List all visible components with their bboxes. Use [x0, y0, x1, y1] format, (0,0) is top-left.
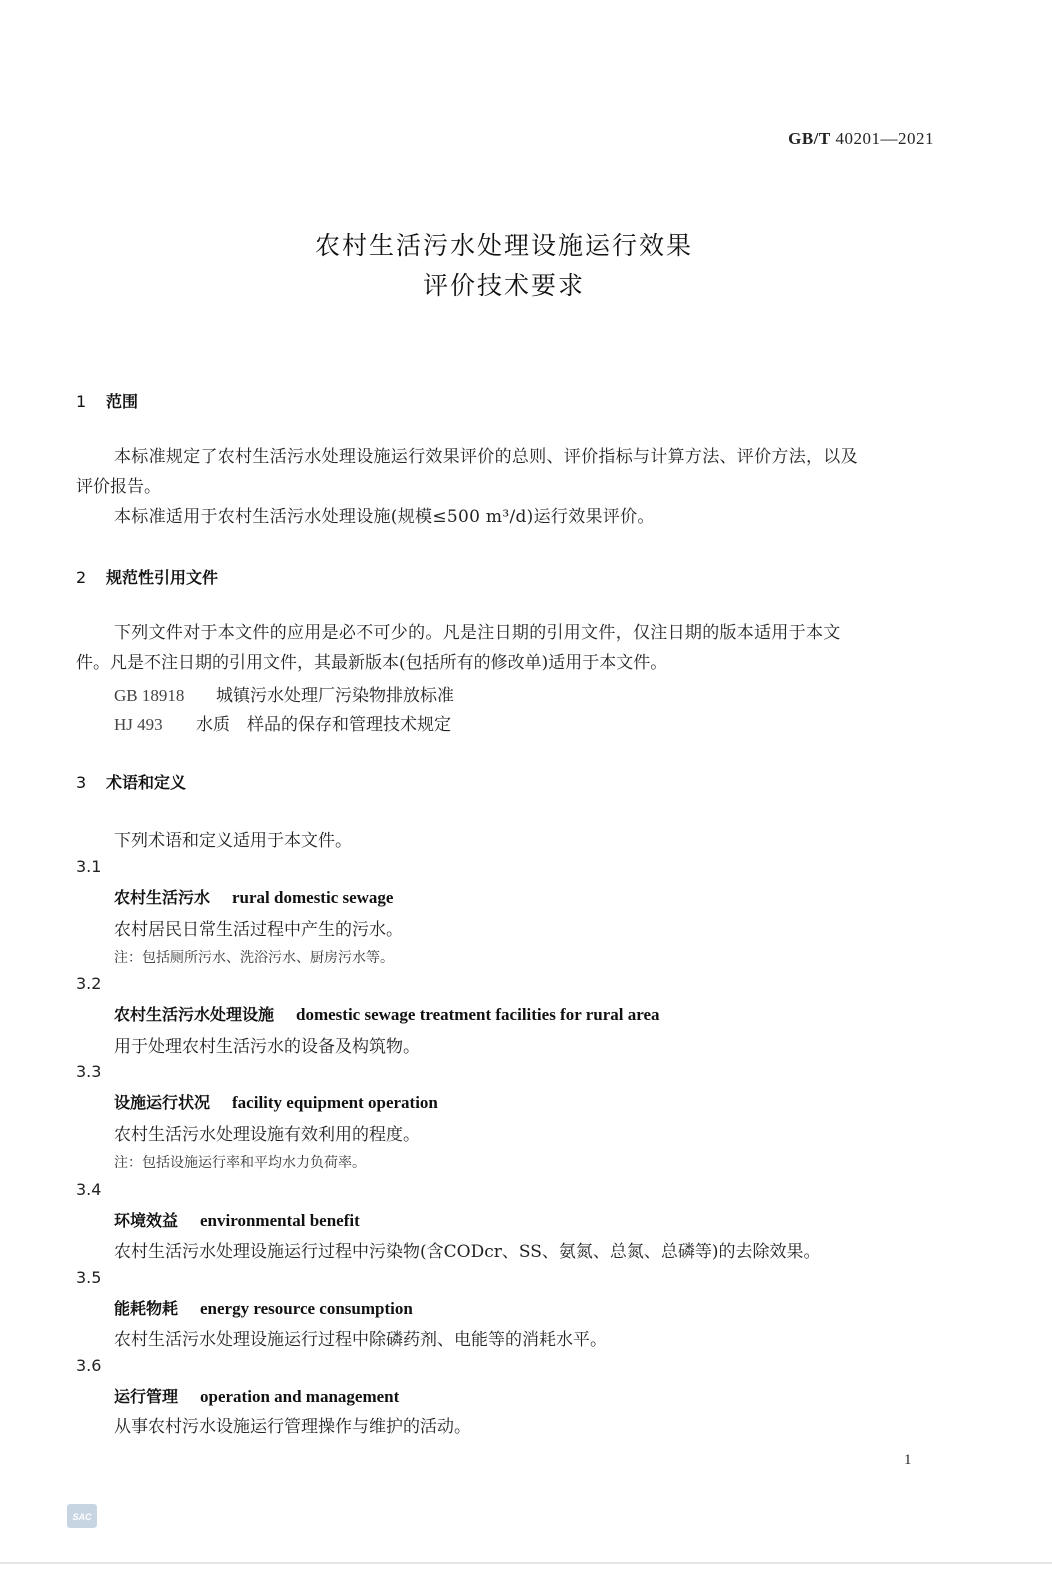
section-title: 术语和定义: [106, 773, 187, 792]
reference-item: [114, 681, 454, 706]
term-chinese: 农村生活污水处理设施: [114, 1005, 275, 1024]
term-english: environmental benefit: [200, 1211, 360, 1230]
reference-code: HJ 493: [114, 715, 163, 734]
term-heading: [114, 1296, 413, 1319]
section-2-heading: [76, 565, 218, 588]
section-title: 规范性引用文件: [106, 568, 219, 587]
term-heading: [114, 1002, 660, 1025]
references-paragraph-line1: 下列文件对于本文件的应用是必不可少的。凡是注日期的引用文件，仅注日期的版本适用于本文: [114, 623, 841, 643]
term-definition: 用于处理农村生活污水的设备及构筑物。: [114, 1037, 420, 1057]
section-title: 范围: [106, 392, 139, 411]
document-title-line2: 评价技术要求: [422, 271, 585, 300]
term-english: energy resource consumption: [200, 1299, 413, 1318]
term-number: 3.3: [76, 1062, 102, 1081]
svg-text:SAC: SAC: [72, 1512, 92, 1522]
term-heading: [114, 885, 393, 908]
term-english: domestic sewage treatment facilities for rural area: [296, 1005, 660, 1024]
standard-code: 40201—2021: [835, 129, 934, 148]
term-english: rural domestic sewage: [232, 888, 394, 907]
section-number: 1: [76, 392, 87, 411]
term-definition: 从事农村污水设施运行管理操作与维护的活动。: [114, 1417, 471, 1437]
scope-paragraph-1-line1: 本标准规定了农村生活污水处理设施运行效果评价的总则、评价指标与计算方法、评价方法，以及: [114, 447, 858, 467]
term-definition: 农村居民日常生活过程中产生的污水。: [114, 920, 403, 940]
term-heading: [114, 1384, 399, 1407]
term-chinese: 运行管理: [114, 1387, 179, 1406]
term-number: 3.1: [76, 857, 102, 876]
term-number: 3.4: [76, 1180, 102, 1199]
section-number: 2: [76, 568, 87, 587]
references-paragraph-line2: 件。凡是不注日期的引用文件，其最新版本(包括所有的修改单)适用于本文件。: [76, 653, 668, 673]
reference-code: GB 18918: [114, 686, 185, 705]
scope-paragraph-1-line2: 评价报告。: [76, 477, 161, 497]
term-chinese: 环境效益: [114, 1211, 179, 1230]
scope-paragraph-2: 本标准适用于农村生活污水处理设施(规模≤500 m³/d)运行效果评价。: [114, 507, 655, 527]
document-title-line1: 农村生活污水处理设施运行效果: [314, 231, 693, 260]
term-chinese: 农村生活污水: [114, 888, 211, 907]
term-english: operation and management: [200, 1387, 400, 1406]
reference-title: 水质 样品的保存和管理技术规定: [196, 715, 451, 735]
term-chinese: 能耗物耗: [114, 1299, 179, 1318]
section-number: 3: [76, 773, 87, 792]
term-chinese: 设施运行状况: [114, 1093, 211, 1112]
term-number: 3.5: [76, 1268, 102, 1287]
term-english: facility equipment operation: [232, 1093, 438, 1112]
term-number: 3.6: [76, 1356, 102, 1375]
term-heading: [114, 1208, 360, 1231]
sac-logo-icon: [66, 1502, 98, 1530]
page-number: 1: [904, 1452, 912, 1468]
term-number: 3.2: [76, 974, 102, 993]
standard-prefix: GB/T: [788, 129, 831, 148]
term-definition: 农村生活污水处理设施有效利用的程度。: [114, 1125, 420, 1145]
terms-intro: 下列术语和定义适用于本文件。: [114, 831, 352, 851]
term-heading: [114, 1090, 438, 1113]
page-bottom-edge: [0, 1562, 1052, 1564]
term-note: 注：包括厕所污水、洗浴污水、厨房污水等。: [114, 950, 394, 966]
term-note: 注：包括设施运行率和平均水力负荷率。: [114, 1155, 366, 1171]
standard-number: [788, 129, 934, 149]
reference-item: [114, 710, 451, 735]
term-definition: 农村生活污水处理设施运行过程中污染物(含CODcr、SS、氨氮、总氮、总磷等)的去除效果。: [114, 1242, 821, 1262]
section-1-heading: [76, 389, 138, 412]
reference-title: 城镇污水处理厂污染物排放标准: [216, 686, 454, 706]
section-3-heading: [76, 770, 186, 793]
term-definition: 农村生活污水处理设施运行过程中除磷药剂、电能等的消耗水平。: [114, 1330, 607, 1350]
